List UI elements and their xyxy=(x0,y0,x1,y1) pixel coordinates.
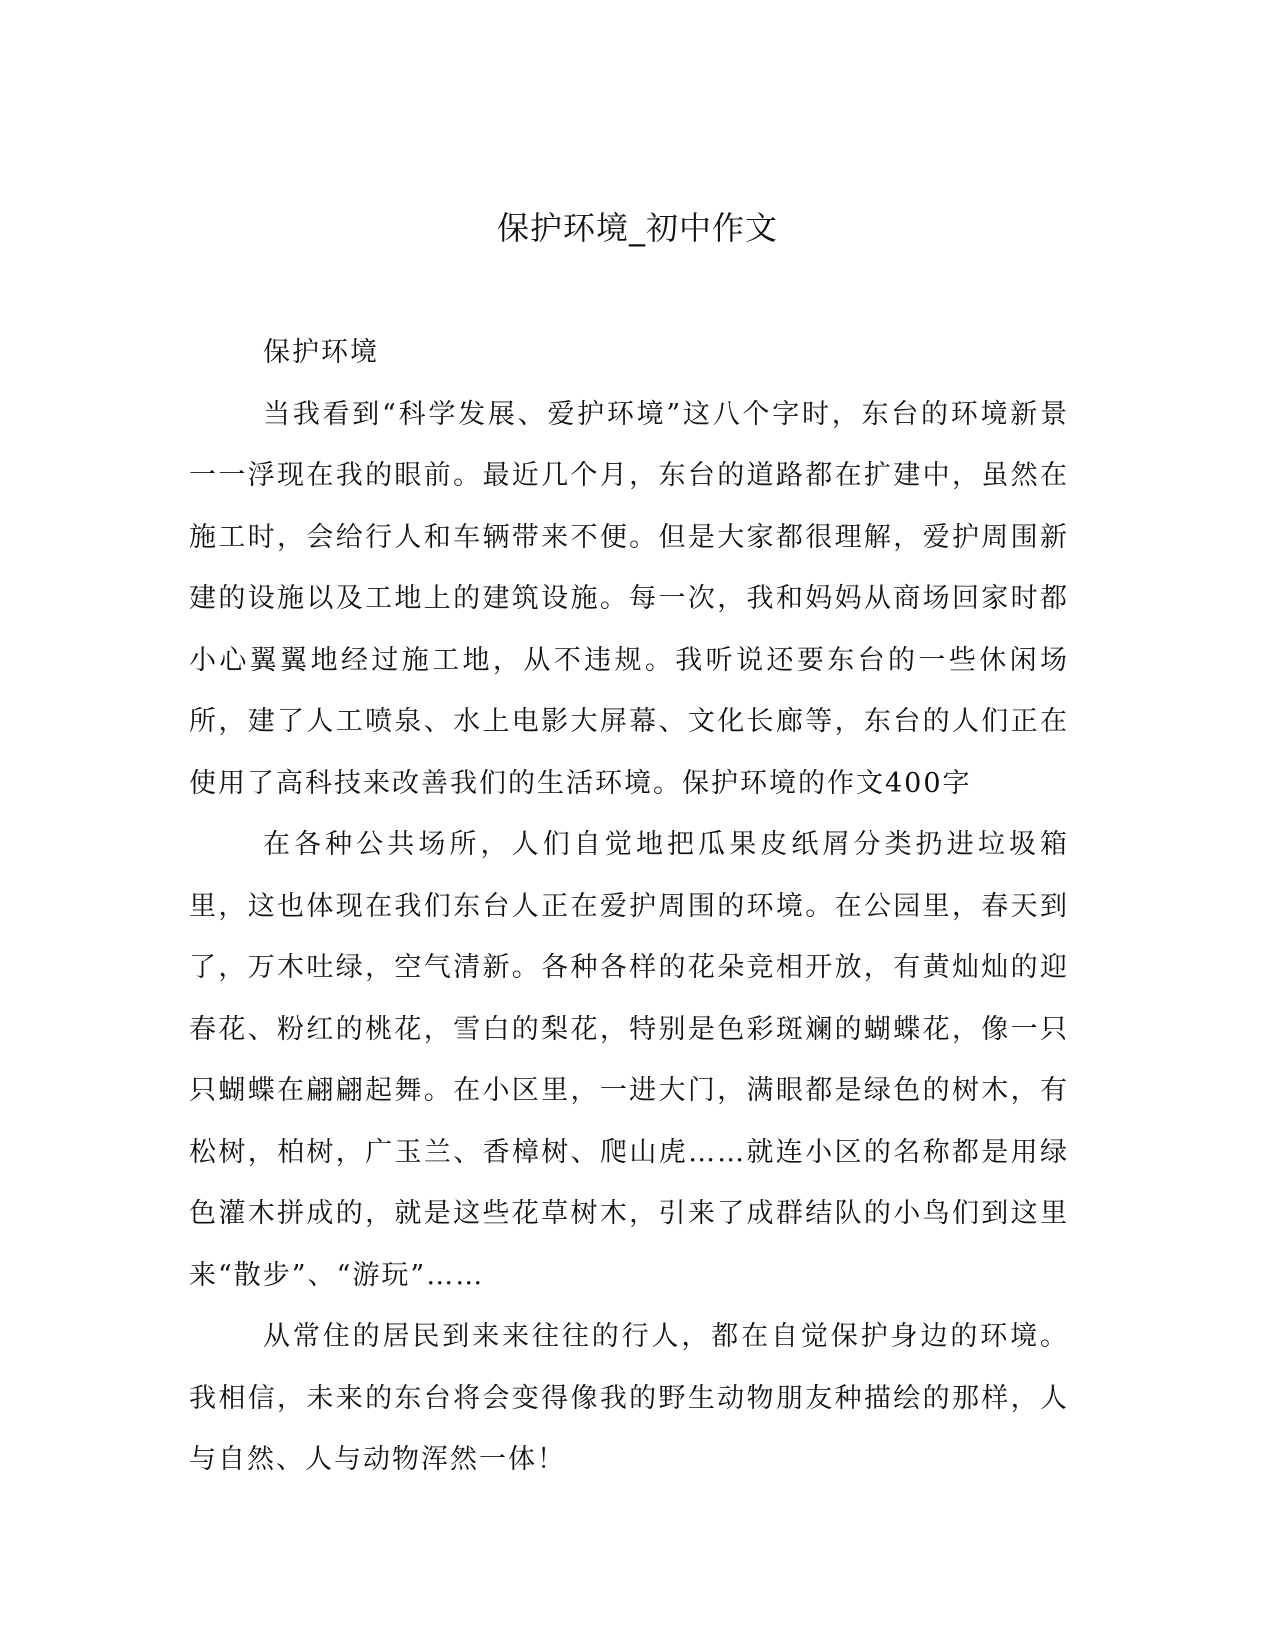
paragraph-2: 在各种公共场所，人们自觉地把瓜果皮纸屑分类扔进垃圾箱里，这也体现在我们东台人正在爱护周围的环境。在公园里，春天到了，万木吐绿，空气清新。各种各样的花朵竞相开放，有黄灿灿的迎春花、粉红的桃花，雪白的梨花，特别是色彩斑斓的蝴蝶花，像一只只蝴蝶在翩翩起舞。在小区里，一进大门，满眼都是绿色的树木，有松树，柏树，广玉兰、香樟树、爬山虎……就连小区的名称都是用绿色灌木拼成的，就是这些花草树木，引来了成群结队的小鸟们到这里来“散步”、“游玩”…… xyxy=(189,829,1069,1291)
document-body xyxy=(189,322,1069,1491)
document-title: 保护环境_初中作文 xyxy=(496,209,778,247)
essay-subtitle: 保护环境 xyxy=(263,337,379,368)
paragraph-1: 当我看到“科学发展、爱护环境”这八个字时，东台的环境新景一一浮现在我的眼前。最近几个月，东台的道路都在扩建中，虽然在施工时，会给行人和车辆带来不便。但是大家都很理解，爱护周围新建的设施以及工地上的建筑设施。每一次，我和妈妈从商场回家时都小心翼翼地经过施工地，从不违规。我听说还要东台的一些休闲场所，建了人工喷泉、水上电影大屏幕、文化长廊等，东台的人们正在使用了高科技来改善我们的生活环境。保护环境的作文400字 xyxy=(189,398,1069,799)
paragraph-3: 从常住的居民到来来往往的行人，都在自觉保护身边的环境。我相信，未来的东台将会变得像我的野生动物朋友种描绘的那样，人与自然、人与动物浑然一体！ xyxy=(189,1321,1069,1475)
